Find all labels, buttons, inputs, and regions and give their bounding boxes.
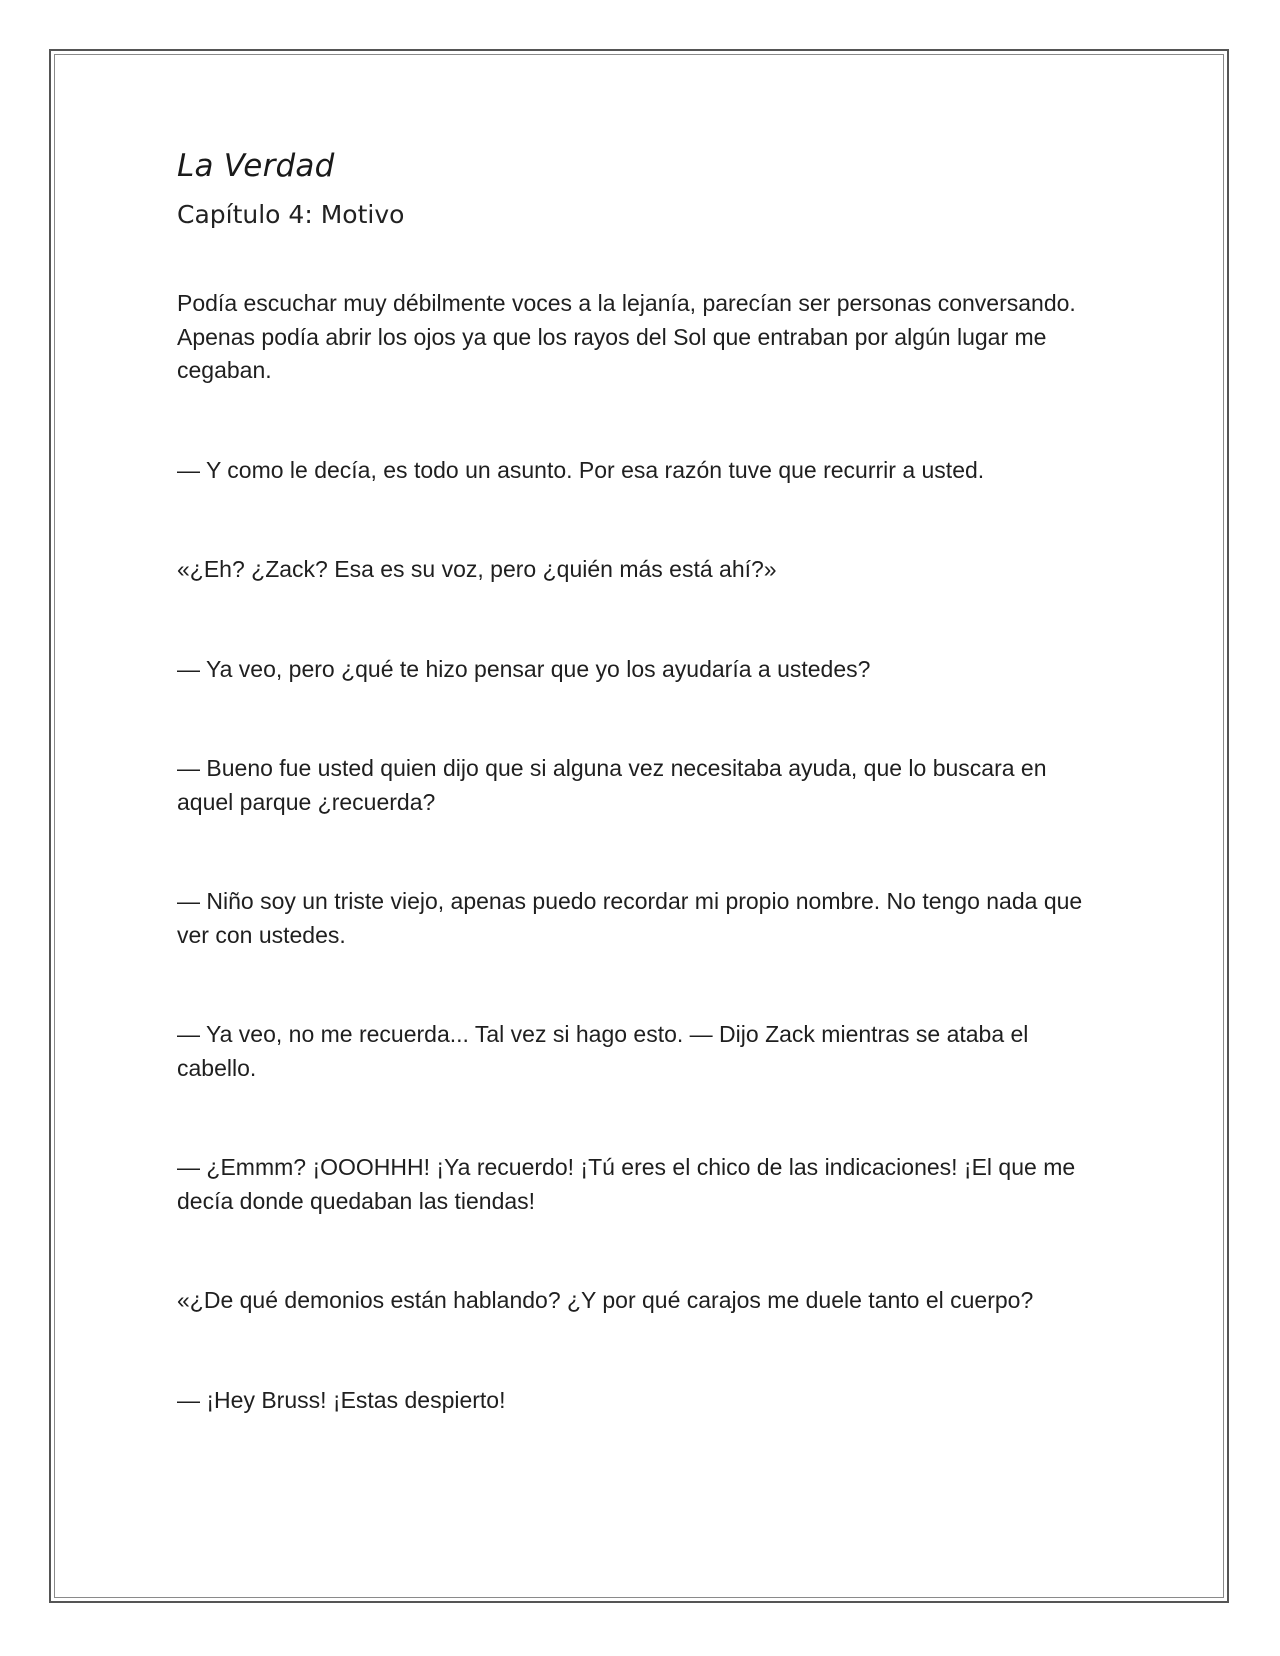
paragraph: — Niño soy un triste viejo, apenas puedo recordar mi propio nombre. No tengo nada que ver con ustedes. bbox=[177, 888, 1083, 948]
paragraph: «¿De qué demonios están hablando? ¿Y por qué carajos me duele tanto el cuerpo? bbox=[177, 1287, 1034, 1313]
paragraph: — Y como le decía, es todo un asunto. Por esa razón tuve que recurrir a usted. bbox=[177, 456, 985, 483]
chapter-body bbox=[177, 287, 1107, 1417]
paragraph: — Ya veo, pero ¿qué te hizo pensar que yo los ayudaría a ustedes? bbox=[177, 655, 871, 682]
paragraph: «¿Eh? ¿Zack? Esa es su voz, pero ¿quién más está ahí?» bbox=[177, 556, 777, 582]
book-title: La Verdad bbox=[177, 148, 335, 184]
paragraph: — Bueno fue usted quien dijo que si alguna vez necesitaba ayuda, que lo buscara en aquel parque ¿recuerda? bbox=[177, 755, 1047, 815]
paragraph: — ¡Hey Bruss! ¡Estas despierto! bbox=[177, 1386, 506, 1413]
paragraph: — Ya veo, no me recuerda... Tal vez si hago esto. — Dijo Zack mientras se ataba el cabello. bbox=[177, 1021, 1029, 1081]
page-content bbox=[177, 146, 1107, 1483]
paragraph: — ¿Emmm? ¡OOOHHH! ¡Ya recuerdo! ¡Tú eres el chico de las indicaciones! ¡El que me decía donde quedaban las tiendas! bbox=[177, 1154, 1076, 1214]
paragraph: Podía escuchar muy débilmente voces a la lejanía, parecían ser personas conversando. Apenas podía abrir los ojos ya que los rayos del Sol que entraban por algún lugar me cegaban. bbox=[177, 290, 1076, 383]
chapter-title: Capítulo 4: Motivo bbox=[177, 200, 405, 229]
